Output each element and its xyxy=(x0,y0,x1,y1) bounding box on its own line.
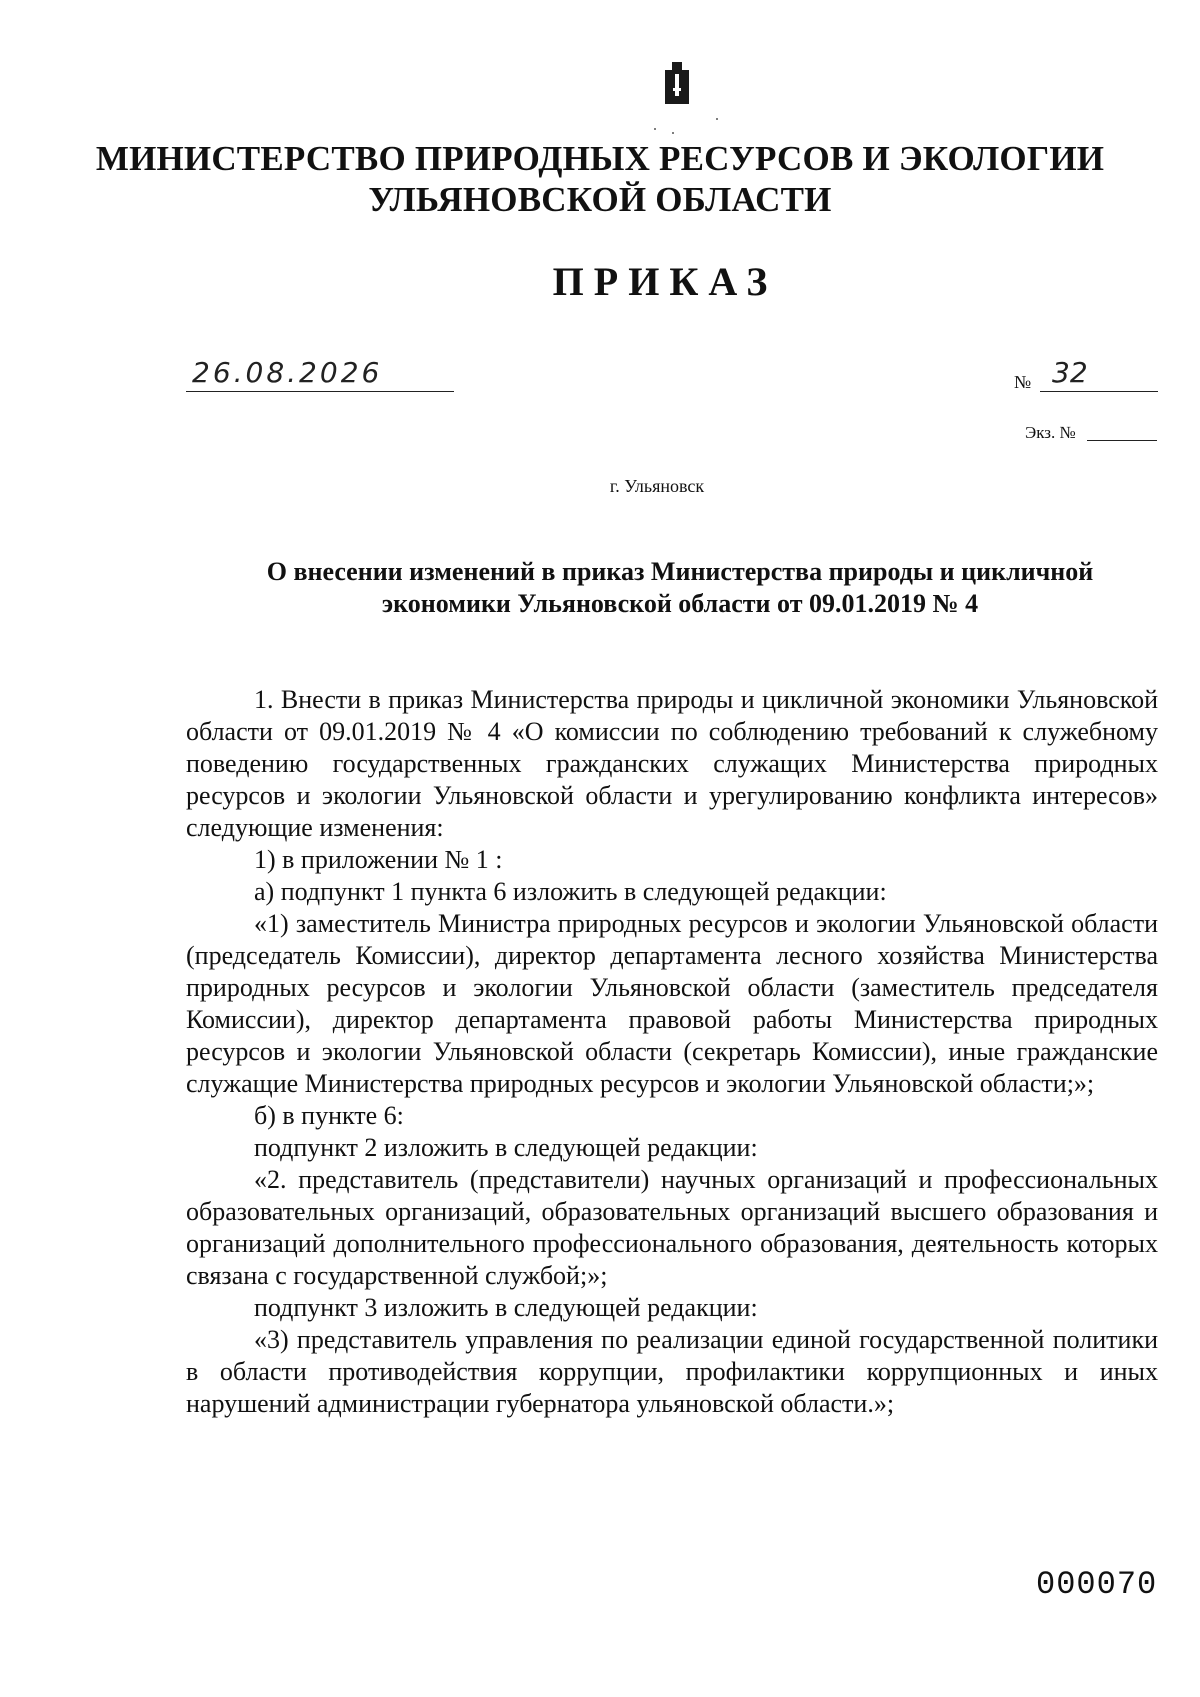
body-paragraph: «2. представитель (представители) научных организаций и профессиональных образовательных организаций, образовательных организаций высшего образования и организаций дополнительного профессионального образования, деятельность которых связана с государственной службой;»; xyxy=(186,1165,1158,1290)
copy-number-label: Экз. № xyxy=(1025,423,1076,442)
order-subject-line2: экономики Ульяновской области от 09.01.2019 № 4 xyxy=(381,589,979,618)
body-paragraph: «1) заместитель Министра природных ресурсов и экологии Ульяновской области (председатель Комиссии), директор департамента лесного хозяйства Министерства природных ресурсов и экологии Ульяновской области (заместитель председателя Комиссии), директор департамента правовой работы Министерства природных ресурсов и экологии Ульяновской области (секретарь Комиссии), иные гражданские служащие Министерства природных ресурсов и экологии Ульяновской области;»; xyxy=(186,909,1158,1098)
city: г. Ульяновск xyxy=(609,476,705,496)
document-type: ПРИКАЗ xyxy=(552,259,778,304)
body-paragraph: а) подпункт 1 пункта 6 изложить в следующей редакции: xyxy=(254,877,887,906)
order-body xyxy=(186,684,1158,1420)
coat-of-arms-emblem xyxy=(664,62,690,106)
ministry-name-line2: УЛЬЯНОВСКОЙ ОБЛАСТИ xyxy=(368,180,832,219)
form-serial-number: 000070 xyxy=(1036,1566,1158,1603)
body-paragraph: подпункт 2 изложить в следующей редакции: xyxy=(254,1133,758,1162)
body-paragraph: 1) в приложении № 1 : xyxy=(254,845,503,874)
order-number-label: № xyxy=(1014,372,1032,392)
order-subject xyxy=(200,556,1160,620)
copy-number-blank xyxy=(1087,440,1157,441)
scan-speck xyxy=(654,128,656,130)
body-paragraph: б) в пункте 6: xyxy=(254,1101,404,1130)
ministry-name xyxy=(0,138,1200,220)
ministry-name-line1: МИНИСТЕРСТВО ПРИРОДНЫХ РЕСУРСОВ И ЭКОЛОГИИ xyxy=(95,139,1105,178)
order-subject-line1: О внесении изменений в приказ Министерства природы и цикличной xyxy=(266,557,1094,586)
scan-speck xyxy=(716,118,718,120)
body-paragraph: 1. Внести в приказ Министерства природы и цикличной экономики Ульяновской области от 09.01.2019 № 4 «О комиссии по соблюдению требований к служебному поведению государственных гражданских служащих Министерства природных ресурсов и экологии Ульяновской области и урегулированию конфликта интересов» следующие изменения: xyxy=(186,685,1158,842)
order-number: 32 xyxy=(1040,356,1158,392)
scan-speck xyxy=(672,132,674,134)
body-paragraph: «3) представитель управления по реализации единой государственной политики в области противодействия коррупции, профилактики коррупционных и иных нарушений администрации губернатора ульяновской области.»; xyxy=(186,1325,1158,1418)
body-paragraph: подпункт 3 изложить в следующей редакции: xyxy=(254,1293,758,1322)
order-date: 26.08.2026 xyxy=(186,356,454,392)
